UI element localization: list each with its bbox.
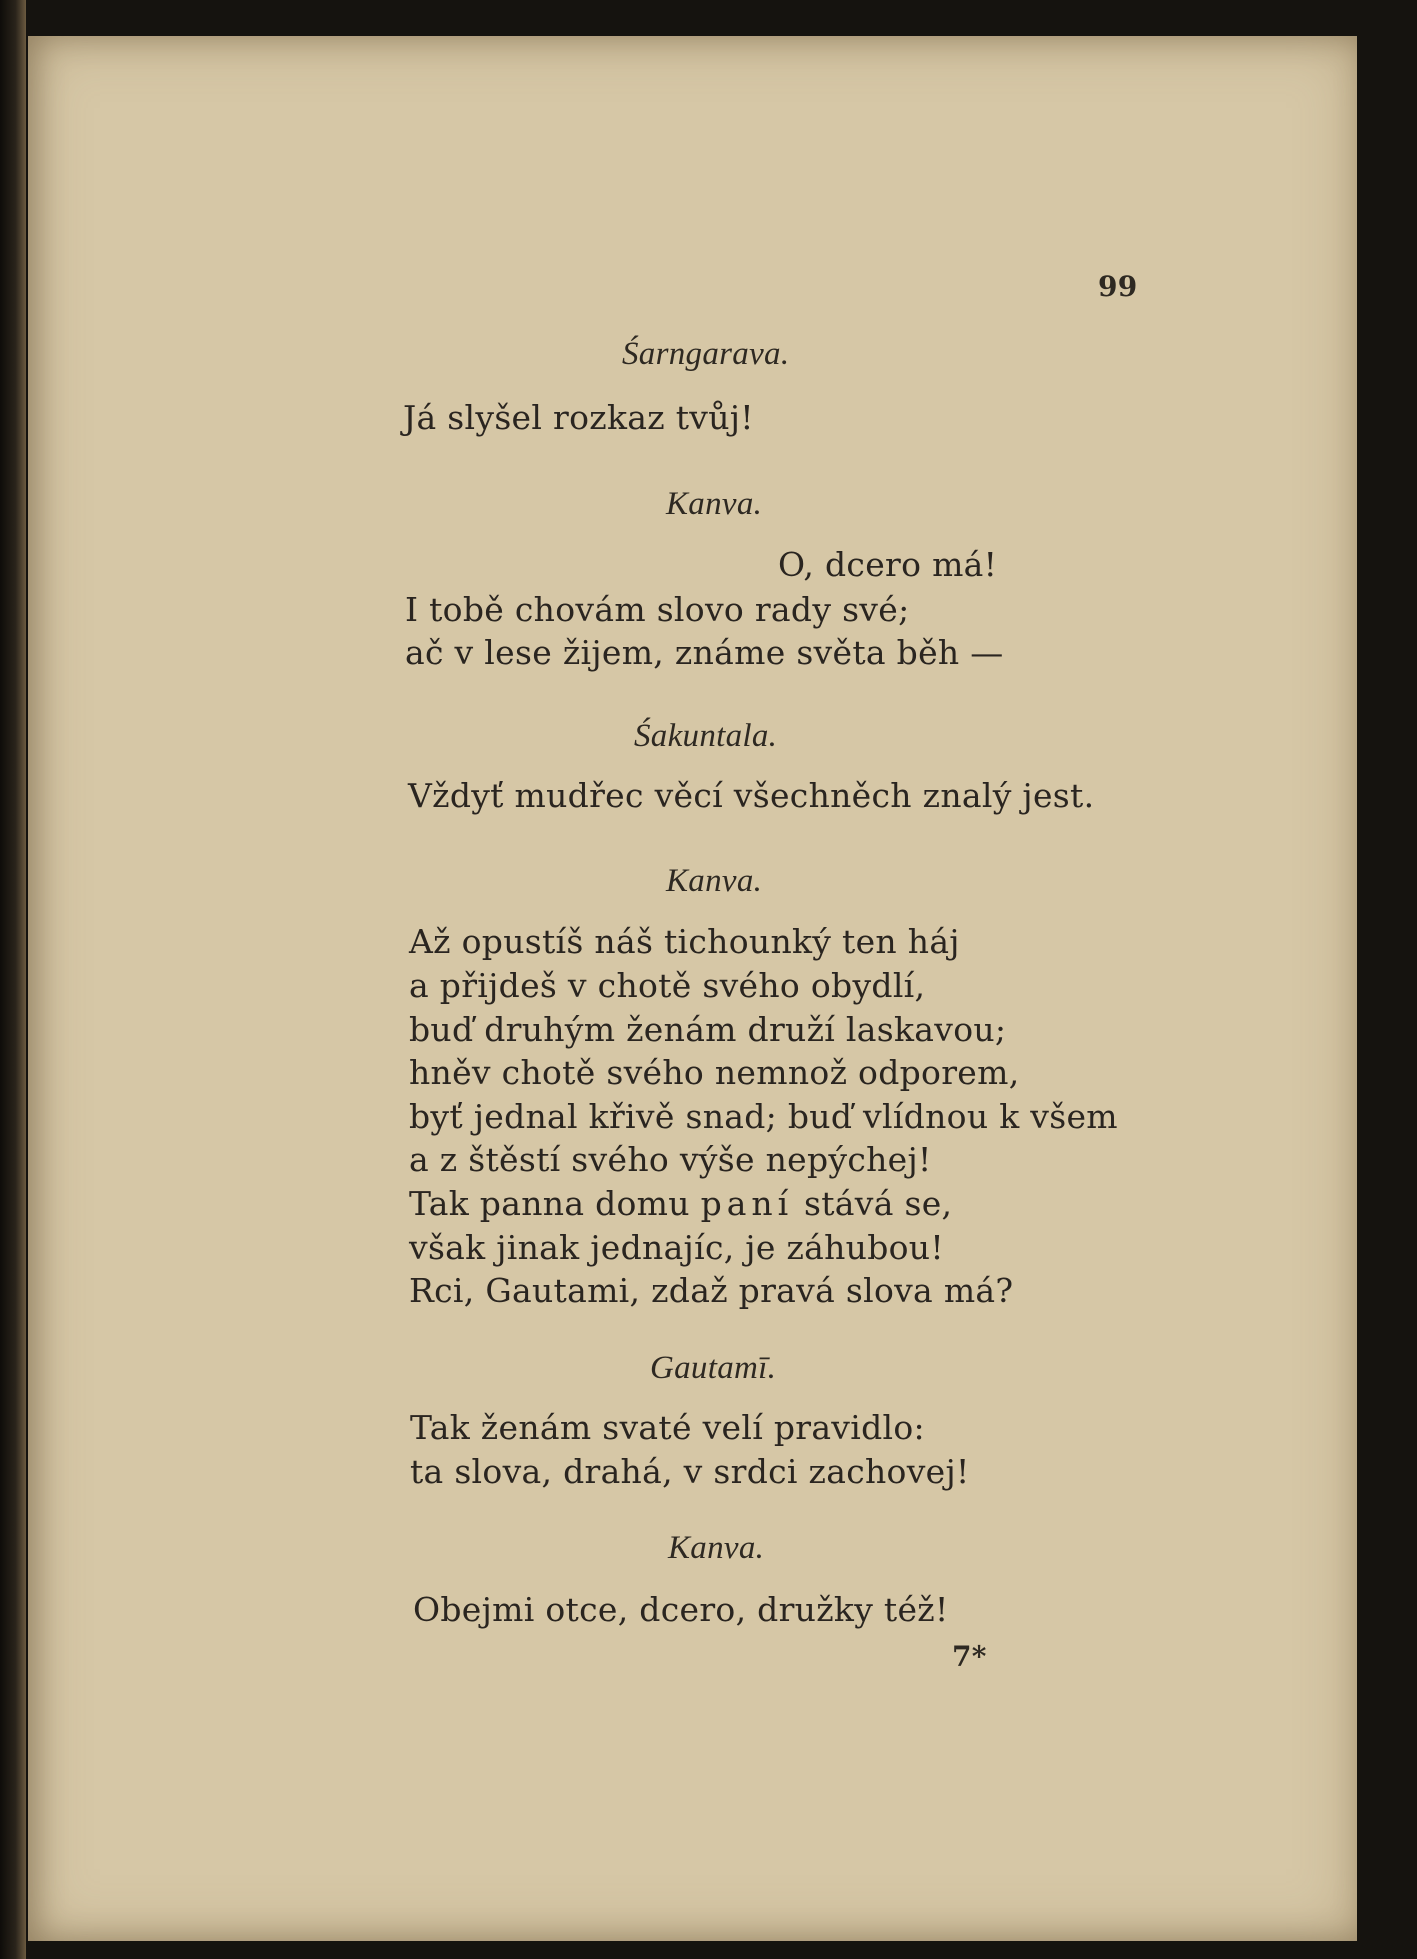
speaker-kanva: Kanva. [666, 486, 763, 522]
verse-line: I tobě chovám slovo rady své; [405, 590, 910, 629]
page-number: 99 [1098, 270, 1138, 303]
signature-mark: 7* [952, 1640, 987, 1673]
verse-line: Tak ženám svaté velí pravidlo: [410, 1408, 925, 1447]
verse-line: a z štěstí svého výše nepýchej! [409, 1140, 932, 1179]
verse-line: Rci, Gautami, zdaž pravá slova má? [409, 1271, 1014, 1310]
verse-line: však jinak jednajíc, je záhubou! [409, 1228, 944, 1267]
emphasized-word: paní [700, 1184, 794, 1223]
verse-line: Já slyšel rozkaz tvůj! [403, 398, 754, 437]
verse-line: hněv chotě svého nemnož odporem, [409, 1053, 1020, 1092]
verse-line: Vždyť mudřec věcí všechněch znalý jest. [408, 776, 1095, 815]
verse-line [409, 1184, 952, 1223]
speaker-gautami: Gautamī. [650, 1350, 777, 1386]
verse-line: Obejmi otce, dcero, družky též! [413, 1590, 949, 1629]
verse-line: buď druhým ženám druží laskavou; [409, 1010, 1007, 1049]
verse-line: ač v lese žijem, známe světa běh — [405, 633, 1004, 672]
speaker-kanva: Kanva. [668, 1530, 765, 1566]
speaker-sarngarava: Śarngarava. [622, 336, 790, 372]
speaker-kanva: Kanva. [666, 863, 763, 899]
verse-segment: stává se, [793, 1184, 953, 1223]
speaker-sakuntala: Śakuntala. [634, 718, 778, 754]
verse-line: ta slova, drahá, v srdci zachovej! [410, 1452, 970, 1491]
verse-line: byť jednal křivě snad; buď vlídnou k všem [409, 1097, 1118, 1136]
book-binding [0, 0, 26, 1959]
page-edge [1357, 0, 1417, 1959]
verse-line: a přijdeš v chotě svého obydlí, [409, 966, 926, 1005]
verse-line: O, dcero má! [778, 545, 998, 584]
verse-line: Až opustíš náš tichounký ten háj [409, 922, 960, 961]
verse-segment: Tak panna domu [409, 1184, 701, 1223]
